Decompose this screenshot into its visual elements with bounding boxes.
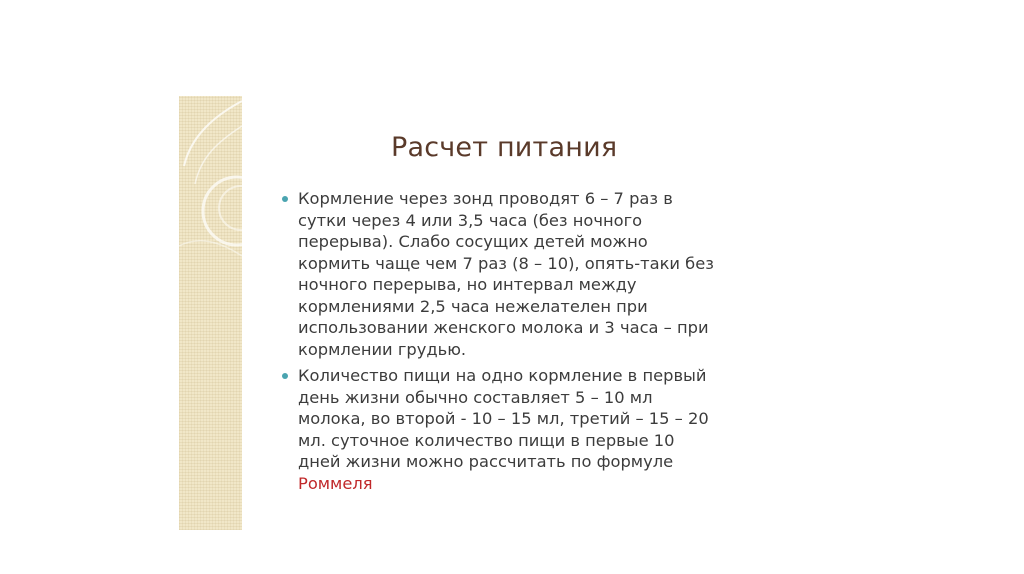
decorative-side-strip [179,96,242,530]
bullet-dot-icon [282,196,288,202]
bullet-text: Кормление через зонд проводят 6 – 7 раз в сутки через 4 или 3,5 часа (без ночного перерыва). Слабо сосущих детей можно кормить чаще чем 7 раз (8 – 10), опять-таки без ночного перерыва, но интервал между кормлениями 2,5 часа нежелателен при использовании женского молока и 3 часа – при кормлении грудью. [298,189,714,359]
list-item [280,188,720,360]
bullet-list [280,188,720,499]
highlight-term: Роммеля [298,473,373,493]
slide-title: Расчет питания [391,132,618,163]
bullet-dot-icon [282,373,288,379]
list-item [280,365,720,494]
bullet-text: Количество пищи на одно кормление в первый день жизни обычно составляет 5 – 10 мл молока, во второй - 10 – 15 мл, третий – 15 – 20 мл. суточное количество пищи в первые 10 дней жизни можно рассчитать по формуле [298,366,709,471]
ornament-swirl-icon [179,96,242,530]
